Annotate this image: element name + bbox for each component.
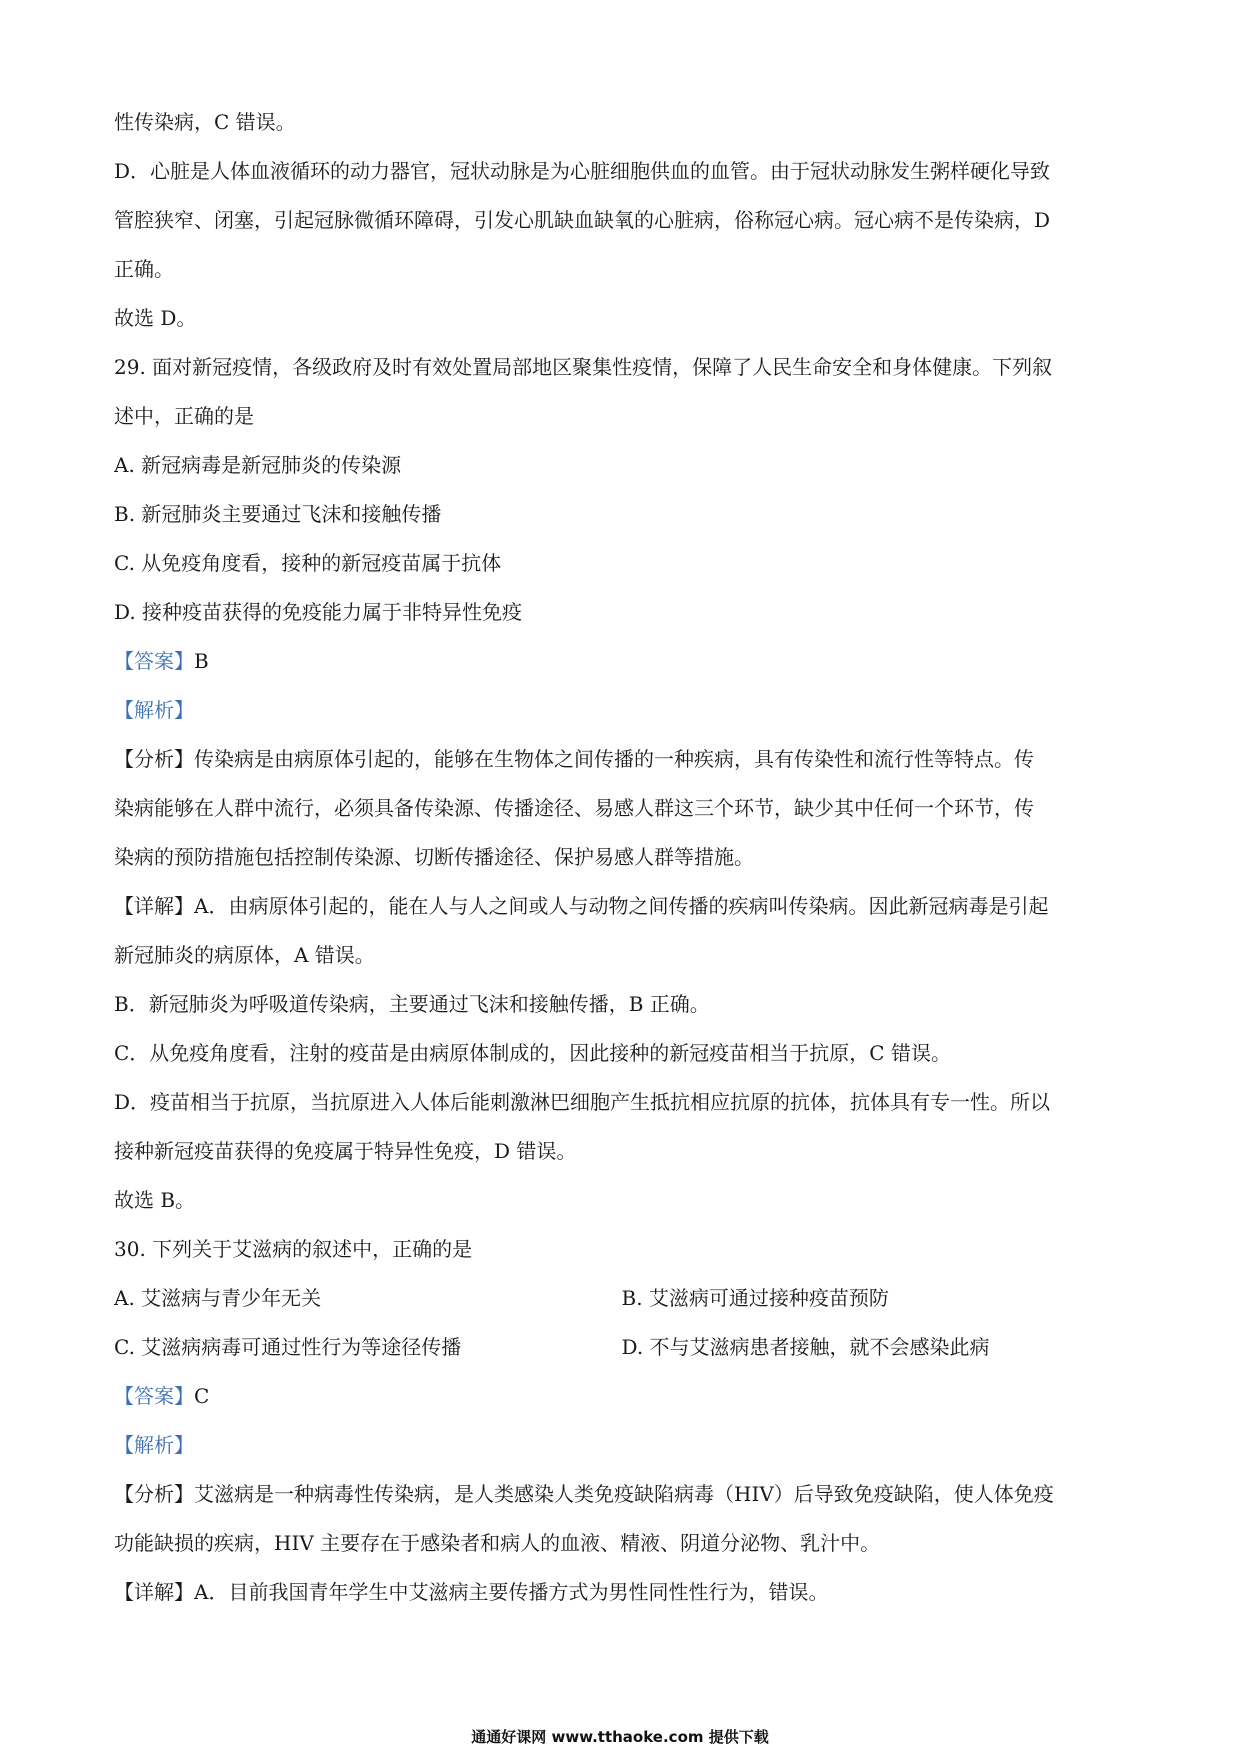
q30-options-row-1 <box>114 1274 1129 1323</box>
analysis-tag: 【解析】 <box>114 698 194 722</box>
text-line: D．疫苗相当于抗原，当抗原进入人体后能刺激淋巴细胞产生抵抗相应抗原的抗体，抗体具有专一性。所以 <box>114 1090 1051 1114</box>
q30-option-c: C. 艾滋病病毒可通过性行为等途径传播 <box>114 1335 462 1359</box>
q29-option-d: D. 接种疫苗获得的免疫能力属于非特异性免疫 <box>114 600 523 624</box>
q29-analysis-heading <box>114 686 1129 735</box>
q29-xiangjie <box>114 882 1129 931</box>
xiangjie-tag: 【详解】 <box>114 894 194 918</box>
q30-options-row-2 <box>114 1323 1129 1372</box>
fenxi-text: 传染病是由病原体引起的，能够在生物体之间传播的一种疾病，具有传染性和流行性等特点。传 <box>194 747 1034 771</box>
answer-tag: 【答案】 <box>114 1384 194 1408</box>
answer-tag: 【答案】 <box>114 649 194 673</box>
text-line: 新冠肺炎的病原体，A 错误。 <box>114 943 375 967</box>
text-line: 正确。 <box>114 257 174 281</box>
text-line: 功能缺损的疾病，HIV 主要存在于感染者和病人的血液、精液、阴道分泌物、乳汁中。 <box>114 1531 881 1555</box>
text-line: 性传染病，C 错误。 <box>114 110 296 134</box>
q29-option-c: C. 从免疫角度看，接种的新冠疫苗属于抗体 <box>114 551 502 575</box>
q30-fenxi <box>114 1470 1129 1519</box>
q30-option-b: B. 艾滋病可通过接种疫苗预防 <box>621 1286 889 1310</box>
document-content <box>114 98 1129 1617</box>
q30-option-d: D. 不与艾滋病患者接触，就不会感染此病 <box>621 1335 990 1359</box>
fenxi-tag: 【分析】 <box>114 1482 194 1506</box>
fenxi-text: 艾滋病是一种病毒性传染病，是人类感染人类免疫缺陷病毒（HIV）后导致免疫缺陷，使人体免疫 <box>194 1482 1054 1506</box>
analysis-tag: 【解析】 <box>114 1433 194 1457</box>
text-line: 染病的预防措施包括控制传染源、切断传播途径、保护易感人群等措施。 <box>114 845 754 869</box>
text-line: 染病能够在人群中流行，必须具备传染源、传播途径、易感人群这三个环节，缺少其中任何一个环节，传 <box>114 796 1034 820</box>
answer-value: C <box>194 1384 210 1408</box>
question-29-stem-cont: 述中，正确的是 <box>114 404 254 428</box>
question-30-stem: 30. 下列关于艾滋病的叙述中，正确的是 <box>114 1237 473 1261</box>
answer-value: B <box>194 649 209 673</box>
fenxi-tag: 【分析】 <box>114 747 194 771</box>
final-choice: 故选 D。 <box>114 306 197 330</box>
q30-option-a: A. 艾滋病与青少年无关 <box>114 1286 322 1310</box>
xiangjie-text: A．目前我国青年学生中艾滋病主要传播方式为男性同性性行为，错误。 <box>194 1580 829 1604</box>
text-line: B．新冠肺炎为呼吸道传染病，主要通过飞沫和接触传播，B 正确。 <box>114 992 710 1016</box>
xiangjie-text: A．由病原体引起的，能在人与人之间或人与动物之间传播的疾病叫传染病。因此新冠病毒是引起 <box>194 894 1049 918</box>
text-line: C．从免疫角度看，注射的疫苗是由病原体制成的，因此接种的新冠疫苗相当于抗原，C 错误。 <box>114 1041 951 1065</box>
q29-answer <box>114 637 1129 686</box>
page-footer: 通通好课网 www.tthaoke.com 提供下载 <box>471 1728 769 1746</box>
q29-option-b: B. 新冠肺炎主要通过飞沫和接触传播 <box>114 502 442 526</box>
text-line: D．心脏是人体血液循环的动力器官，冠状动脉是为心脏细胞供血的血管。由于冠状动脉发生粥样硬化导致 <box>114 159 1051 183</box>
question-29-stem: 29. 面对新冠疫情，各级政府及时有效处置局部地区聚集性疫情，保障了人民生命安全和身体健康。下列叙 <box>114 355 1053 379</box>
q29-option-a: A. 新冠病毒是新冠肺炎的传染源 <box>114 453 402 477</box>
q30-xiangjie <box>114 1568 1129 1617</box>
xiangjie-tag: 【详解】 <box>114 1580 194 1604</box>
text-line: 接种新冠疫苗获得的免疫属于特异性免疫，D 错误。 <box>114 1139 577 1163</box>
final-choice: 故选 B。 <box>114 1188 196 1212</box>
text-line: 管腔狭窄、闭塞，引起冠脉微循环障碍，引发心肌缺血缺氧的心脏病，俗称冠心病。冠心病不是传染病，D <box>114 208 1051 232</box>
q30-analysis-heading <box>114 1421 1129 1470</box>
q29-fenxi <box>114 735 1129 784</box>
q30-answer <box>114 1372 1129 1421</box>
